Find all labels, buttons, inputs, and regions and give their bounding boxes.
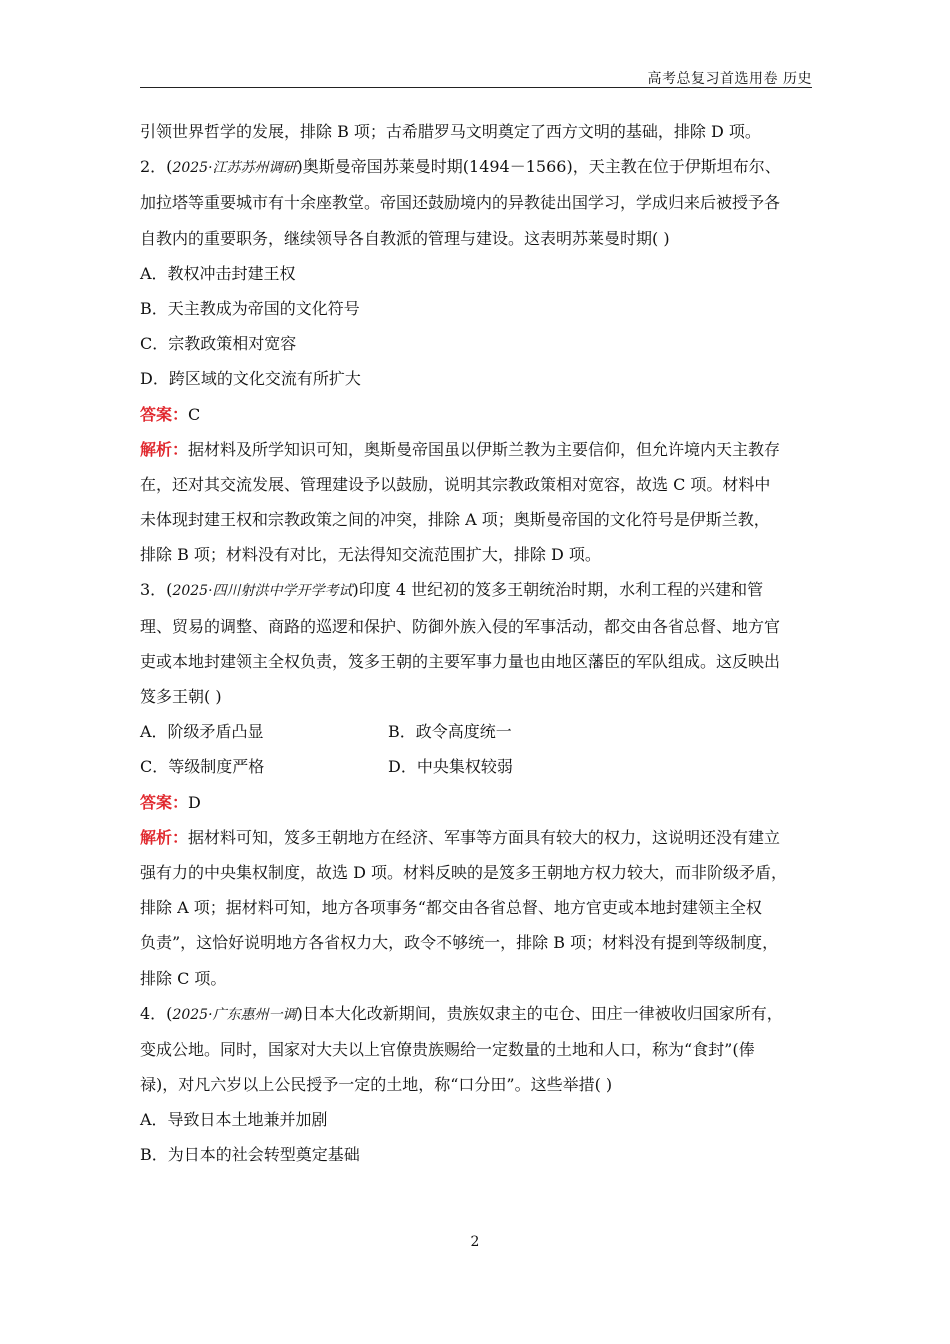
q2-option-d: D．跨区域的文化交流有所扩大 (140, 369, 361, 389)
q3-source: 2025·四川射洪中学开学考试 (172, 583, 353, 600)
q3-analysis-line-4: 负责”，这恰好说明地方各省权力大，政令不够统一，排除 B 项；材料没有提到等级制度， (140, 933, 779, 953)
q2-option-b: B．天主教成为帝国的文化符号 (140, 298, 360, 318)
q4-number: 4．( (140, 1003, 173, 1023)
answer-label: 答案： (140, 404, 189, 424)
header-title: 高考总复习首选用卷 历史 (647, 71, 812, 87)
q2-stem-line-3: 自教内的重要职务，继续领导各自教派的管理与建设。这表明苏莱曼时期( ) (140, 228, 670, 248)
page-number: 2 (470, 1234, 480, 1250)
q3-stem-line-3: 吏或本地封建领主全权负责，笈多王朝的主要军事力量也由地区藩臣的军队组成。这反映出 (140, 651, 781, 671)
analysis-label: 解析： (140, 827, 189, 847)
q3-number: 3．( (140, 580, 173, 600)
q2-analysis-line-2: 在，还对其交流发展、管理建设予以鼓励，说明其宗教政策相对宽容，故选 C 项。材料中 (140, 474, 771, 494)
analysis-label: 解析： (140, 439, 189, 459)
q3-option-b: B．政令高度统一 (388, 722, 512, 742)
q2-option-c: C．宗教政策相对宽容 (140, 334, 297, 354)
q2-source: 2025·江苏苏州调研 (172, 160, 297, 177)
q2-analysis-line-3: 未体现封建王权和宗教政策之间的冲突，排除 A 项；奥斯曼帝国的文化符号是伊斯兰教， (140, 510, 770, 530)
q3-option-c: C．等级制度严格 (140, 757, 265, 777)
q3-answer (140, 793, 812, 813)
q3-stem-line-4: 笈多王朝( ) (140, 687, 222, 706)
page-header (140, 66, 812, 88)
answer-value: D (188, 792, 201, 812)
page-content (140, 122, 812, 1181)
answer-label: 答案： (140, 792, 189, 812)
q3-analysis-line-5: 排除 C 项。 (140, 968, 227, 988)
q2-answer (140, 405, 812, 425)
q2-stem-line-1 (140, 157, 812, 178)
q4-stem-text: )日本大化改新期间，贵族奴隶主的屯仓、田庄一律被收归国家所有， (296, 1003, 783, 1023)
q2-stem-line-2: 加拉塔等重要城市有十余座教堂。帝国还鼓励境内的异教徒出国学习，学成归来后被授予各 (140, 193, 781, 213)
q2-number: 2．( (140, 157, 173, 177)
q3-analysis-line-3: 排除 A 项；据材料可知，地方各项事务“都交由各省总督、地方官吏或本地封建领主全权 (140, 898, 762, 918)
analysis-text: 据材料及所学知识可知，奥斯曼帝国虽以伊斯兰教为主要信仰，但允许境内天主教存 (188, 439, 781, 459)
q3-option-d: D．中央集权较弱 (388, 757, 513, 777)
q2-analysis-line-1 (140, 440, 812, 460)
analysis-text: 据材料可知，笈多王朝地方在经济、军事等方面具有较大的权力，这说明还没有建立 (188, 827, 781, 847)
q4-stem-line-3: 禄)，对凡六岁以上公民授予一定的土地，称“口分田”。这些举措( ) (140, 1075, 613, 1095)
q2-option-a: A．教权冲击封建王权 (140, 263, 296, 283)
q4-stem-line-2: 变成公地。同时，国家对大夫以上官僚贵族赐给一定数量的土地和人口，称为“食封”(俸 (140, 1039, 755, 1059)
q3-stem-text: )印度 4 世纪初的笈多王朝统治时期，水利工程的兴建和管 (352, 580, 764, 600)
q1-analysis-tail: 引领世界哲学的发展，排除 B 项；古希腊罗马文明奠定了西方文明的基础，排除 D 项。 (140, 122, 761, 141)
answer-value: C (188, 404, 201, 424)
q2-analysis-line-4: 排除 B 项；材料没有对比，无法得知交流范围扩大，排除 D 项。 (140, 545, 601, 565)
q4-source: 2025·广东惠州一调 (172, 1006, 297, 1023)
q3-options-row-1 (140, 722, 812, 742)
q4-option-b: B．为日本的社会转型奠定基础 (140, 1145, 360, 1165)
q4-stem-line-1 (140, 1004, 812, 1025)
q3-options-row-2 (140, 757, 812, 777)
q3-stem-line-2: 理、贸易的调整、商路的巡逻和保护、防御外族入侵的军事活动，都交由各省总督、地方官 (140, 616, 781, 636)
q2-stem-text: )奥斯曼帝国苏莱曼时期(1494－1566)，天主教在位于伊斯坦布尔、 (296, 157, 781, 177)
q3-stem-line-1 (140, 580, 812, 601)
q3-analysis-line-2: 强有力的中央集权制度，故选 D 项。材料反映的是笈多王朝地方权力较大，而非阶级矛盾， (140, 862, 788, 882)
q4-option-a: A．导致日本土地兼并加剧 (140, 1110, 328, 1130)
q3-analysis-line-1 (140, 828, 812, 848)
q3-option-a: A．阶级矛盾凸显 (140, 722, 264, 742)
